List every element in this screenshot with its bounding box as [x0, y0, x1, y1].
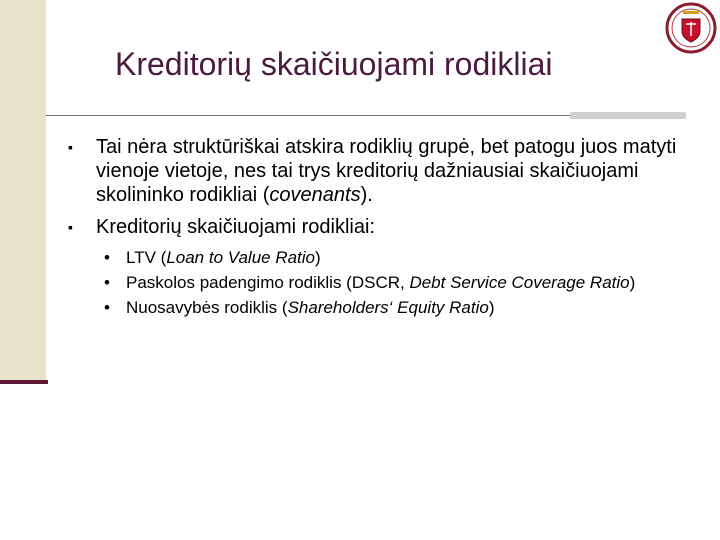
sub-bullet-ltv: [68, 247, 698, 269]
sub-bullet-post: ): [488, 298, 495, 317]
square-bullet-icon: ▪: [68, 219, 73, 235]
bullet-text: Tai nėra struktūriškai atskira rodiklių grupė, bet patogu juos matyti vienoje vietoje, nes tai trys kreditorių dažniausiai skaičiuojami skolininko rodikliai (: [96, 136, 677, 206]
sub-bullet-italic: Debt Service Coverage Ratio: [409, 273, 630, 292]
slide-title: Kreditorių skaičiuojami rodikliai: [115, 46, 553, 82]
university-crest-icon: [665, 2, 717, 54]
sub-bullet-pre: LTV (: [126, 248, 167, 267]
left-accent-line: [0, 380, 48, 384]
sub-bullet-post: ): [315, 248, 321, 267]
dot-bullet-icon: •: [104, 248, 110, 267]
sub-bullet-dscr: [68, 272, 698, 294]
sub-bullet-pre: Paskolos padengimo rodiklis (DSCR,: [126, 273, 410, 292]
title-divider-accent: [570, 112, 686, 119]
bullet-covenants: [68, 135, 698, 207]
sub-bullet-post: ): [629, 273, 636, 292]
square-bullet-icon: ▪: [68, 139, 73, 155]
bullet-tail: ).: [360, 184, 373, 206]
sub-bullet-pre: Nuosavybės rodiklis (: [126, 298, 288, 317]
dot-bullet-icon: •: [104, 273, 110, 292]
bullet-creditor-ratios: [68, 215, 698, 239]
slide-content: [68, 135, 698, 322]
sub-bullet-italic: Shareholders‘ Equity Ratio: [287, 298, 489, 317]
left-decorative-band: [0, 0, 46, 382]
bullet-text: Kreditorių skaičiuojami rodikliai:: [96, 216, 375, 238]
dot-bullet-icon: •: [104, 298, 110, 317]
sub-bullet-equity: [68, 297, 698, 319]
bullet-italic-term: covenants: [269, 184, 361, 206]
sub-bullet-list: [68, 247, 698, 319]
sub-bullet-italic: Loan to Value Ratio: [166, 248, 316, 267]
